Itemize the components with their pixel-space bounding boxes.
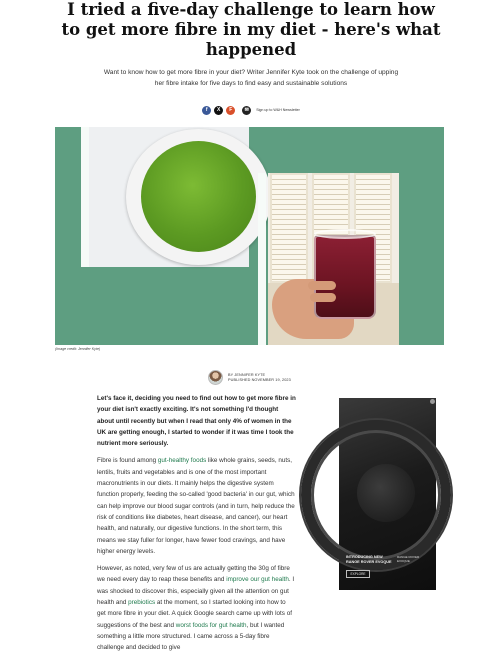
byline (208, 368, 291, 386)
body-text: , but I wanted something a little more structured. I came across a 5-day fibre challenge and decided to give (97, 621, 285, 652)
ad-headline-line: RANGE ROVER EVOQUE (346, 560, 392, 564)
ad-headline (346, 555, 392, 565)
window-shutter-graphic (270, 173, 308, 283)
mail-icon[interactable]: ✉ (242, 106, 251, 115)
hero-image (55, 127, 444, 345)
improve-gut-health-link[interactable]: improve our gut health (226, 576, 289, 584)
gut-healthy-foods-link[interactable]: gut-healthy foods (157, 457, 207, 465)
finger-graphic (310, 293, 336, 302)
body-text: Fibre is found among (97, 457, 158, 465)
ad-headline-line: INTRODUCING NEW (346, 555, 383, 559)
body-text: . I was shocked to discover this, especially given all the attention on gut health and (97, 576, 295, 607)
facebook-icon[interactable]: f (202, 106, 211, 115)
body-paragraph: Let's face it, deciding you need to find out how to get more fibre in your diet isn't exactly exciting. It's not something I'd thought about until recently but when I read that only 4% of women in the UK are getting enough, I started to wonder if it was time I took the nutrient more seriously. (97, 395, 296, 448)
body-text: at the moment, so I started looking into how to get more fibre in your diet. A quick Google search came up with lots of suggestions of the best and (97, 599, 292, 629)
worst-foods-gut-health-link[interactable]: worst foods for gut health (175, 621, 247, 629)
advertisement[interactable] (339, 398, 436, 590)
ad-brand (397, 555, 419, 563)
body-paragraph (97, 455, 296, 557)
article-body (97, 393, 296, 660)
ad-brand-line: EVOQUE (397, 559, 410, 563)
juice-photo (268, 173, 399, 345)
green-soup-graphic (141, 141, 256, 252)
newsletter-signup-link[interactable]: Sign up to W&H Newsletter (256, 108, 300, 112)
author-name[interactable]: BY JENNIFER KYTE (228, 372, 266, 377)
prebiotics-link[interactable]: prebiotics (128, 599, 156, 607)
article-standfirst: Want to know how to get more fibre in your diet? Writer Jennifer Kyte took on the challenge of upping her fibre intake for five days to find easy and sustainable solutions (103, 69, 399, 87)
soup-photo (81, 127, 249, 267)
body-paragraph (97, 563, 296, 653)
photo-frame-strip (81, 127, 89, 267)
body-text: like whole grains, seeds, nuts, lentils, fruits and vegetables and is one of the most important macronutrients in our diets. It mainly helps the digestive system function properly, feeding the so-called 'good bacteria' in our gut, which can help improve our blood sugar controls (and in turn, help reduce the risk of conditions like diabetes, heart disease, and cancer), our heart health, and naturally, our digestive functions. In the short term, this means we stay fuller for longer, have fewer food cravings, and have higher energy levels. (97, 457, 295, 555)
image-credit: (Image credit: Jennifer Kyte) (55, 347, 101, 351)
flipboard-icon[interactable]: F (226, 106, 235, 115)
steering-hub-graphic (357, 464, 415, 522)
finger-graphic (308, 281, 336, 290)
x-icon[interactable]: X (214, 106, 223, 115)
ad-explore-button[interactable]: EXPLORE (346, 570, 370, 578)
glass-rim-graphic (314, 229, 376, 239)
ad-brand-line: RANGE ROVER (397, 555, 420, 559)
publish-date: PUBLISHED NOVEMBER 19, 2023 (228, 377, 291, 382)
red-juice-glass-graphic (314, 235, 376, 319)
photo-frame-strip (258, 173, 266, 345)
body-text: However, as noted, very few of us are actually getting the 30g of fibre we need every day to reap these benefits and (97, 565, 290, 584)
article-headline: I tried a five-day challenge to learn how to get more fibre in my diet - here's what happened (61, 0, 441, 59)
share-bar (0, 104, 502, 116)
author-avatar[interactable] (208, 370, 223, 385)
ad-choices-icon[interactable] (430, 399, 435, 404)
